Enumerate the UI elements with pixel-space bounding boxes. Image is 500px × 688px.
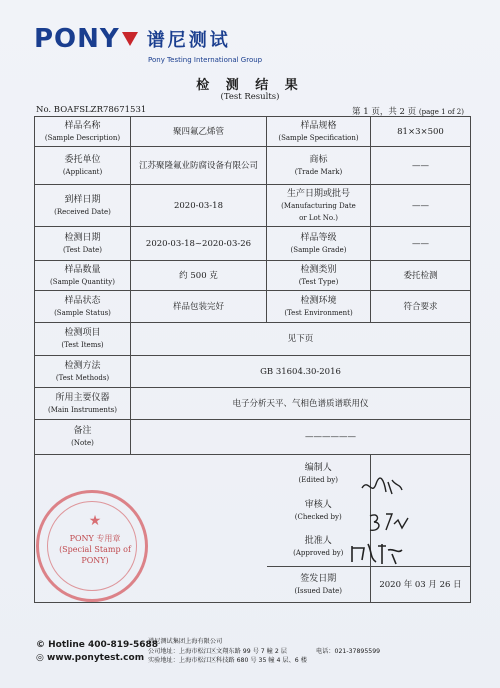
edited-by-signature: [358, 474, 406, 500]
test-type-value: 委托检测: [371, 261, 471, 291]
checked-by-label: 审核人 (Checked by): [294, 499, 342, 521]
footer-address-2: 实验地址：上海市松江区科技路 680 号 35 幢 4 层、6 楼: [148, 657, 307, 664]
table-row: [35, 291, 471, 323]
table-row: [35, 388, 471, 420]
approved-by-signature: [346, 540, 406, 568]
footer-contact: [36, 640, 158, 663]
table-row: [35, 227, 471, 261]
table-row: [35, 117, 471, 147]
brand-name-cn: 谱尼测试: [146, 30, 231, 51]
report-number: No. BOAFSLZR78671531: [36, 105, 147, 115]
special-stamp: [36, 490, 148, 602]
table-row: [35, 185, 471, 227]
sample-description-value: 聚四氟乙烯管: [131, 117, 267, 147]
test-environment-label: 检测环境 (Test Environment): [267, 291, 371, 323]
test-methods-label: 检测方法 (Test Methods): [35, 356, 131, 388]
company-logo: [34, 24, 231, 54]
report-title-en: (Test Results): [220, 92, 280, 102]
page-edge-seal-icon: [478, 320, 490, 430]
lot-no-value: ——: [371, 185, 471, 227]
applicant-label: 委托单位 (Applicant): [35, 147, 131, 185]
table-row: [35, 356, 471, 388]
note-label: 备注 (Note): [35, 420, 131, 455]
lot-no-label: 生产日期或批号 (Manufacturing Date or Lot No.): [267, 185, 371, 227]
report-title: 检 测 结 果: [196, 78, 304, 93]
table-row: [35, 323, 471, 356]
main-instruments-value: 电子分析天平、气相色谱质谱联用仪: [131, 388, 471, 420]
test-date-value: 2020-03-18~2020-03-26: [131, 227, 267, 261]
hotline: © Hotline 400-819-5688: [36, 640, 159, 650]
sample-grade-label: 样品等级 (Sample Grade): [267, 227, 371, 261]
test-type-label: 检测类别 (Test Type): [267, 261, 371, 291]
footer-address-1: 公司地址：上海市松江区文翔东路 99 号 7 幢 2 层: [148, 647, 287, 655]
footer-company: 谱尼测试集团上海有限公司: [148, 638, 223, 645]
page-indicator-en: (page 1 of 2): [418, 108, 464, 116]
page-indicator-cn: 第 1 页，共 2 页: [352, 107, 417, 117]
trade-mark-value: ——: [371, 147, 471, 185]
edited-by-label: 编制人 (Edited by): [267, 455, 371, 493]
table-row: [35, 420, 471, 455]
stamp-text: PONY 专用章 (Special Stamp of PONY): [59, 534, 131, 565]
table-row: [35, 261, 471, 291]
website: ◎ www.ponytest.com: [36, 653, 145, 663]
received-date-value: 2020-03-18: [131, 185, 267, 227]
main-instruments-label: 所用主要仪器 (Main Instruments): [35, 388, 131, 420]
note-value: ——————: [131, 420, 471, 455]
test-environment-value: 符合要求: [371, 291, 471, 323]
test-date-label: 检测日期 (Test Date): [35, 227, 131, 261]
test-methods-value: GB 31604.30-2016: [131, 356, 471, 388]
sample-status-value: 样品包装完好: [131, 291, 267, 323]
approved-by-label: 批准人 (Approved by): [293, 536, 344, 558]
test-items-label: 检测项目 (Test Items): [35, 323, 131, 356]
logo-arrow-icon: [122, 32, 138, 46]
issued-date-value: 2020 年 03 月 26 日: [371, 567, 471, 603]
issued-date-label: 签发日期 (Issued Date): [267, 567, 371, 603]
test-items-value: 见下页: [131, 323, 471, 356]
sample-description-label: 样品名称 (Sample Description): [35, 117, 131, 147]
applicant-value: 江苏聚隆氟业防腐设备有限公司: [131, 147, 267, 185]
trade-mark-label: 商标 (Trade Mark): [267, 147, 371, 185]
brand-name-en: Pony Testing International Group: [148, 56, 263, 64]
checked-by-signature: [366, 510, 412, 536]
table-row: [35, 147, 471, 185]
logo-wordmark: PONY: [34, 24, 120, 54]
received-date-label: 到样日期 (Received Date): [35, 185, 131, 227]
stamp-star-icon: ★: [88, 513, 102, 529]
sample-grade-value: ——: [371, 227, 471, 261]
sample-quantity-label: 样品数量 (Sample Quantity): [35, 261, 131, 291]
footer-tel: 电话：021-37895599: [316, 648, 381, 655]
sample-specification-label: 样品规格 (Sample Specification): [267, 117, 371, 147]
footer-address: [148, 637, 307, 666]
sample-specification-value: 81×3×500: [371, 117, 471, 147]
sample-quantity-value: 约 500 克: [131, 261, 267, 291]
sample-status-label: 样品状态 (Sample Status): [35, 291, 131, 323]
